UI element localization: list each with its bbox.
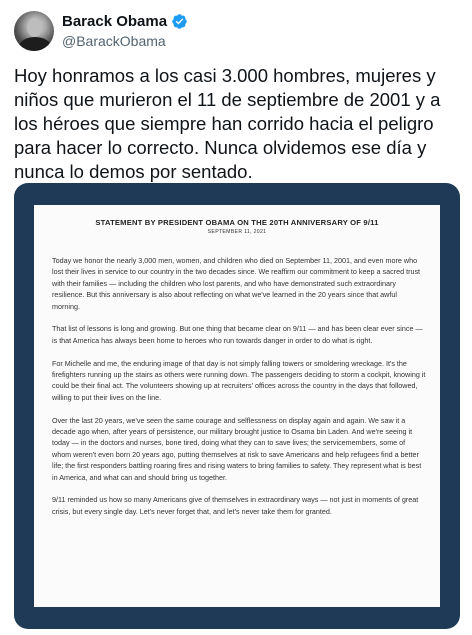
statement-paragraph: For Michelle and me, the enduring image of that day is not simply falling towers or smoldering wreckage. It's the firefighters running up the stairs as others were running down. The passengers deciding to storm a cockpit, knowing it could be their final act. The volunteers showing up at recruiters' offices across the country in the days that followed, willing to put their lives on the line. (52, 358, 426, 402)
statement-paragraph: That list of lessons is long and growing. But one thing that became clear on 9/11 — and has been clear ever since — is that America has always been home to heroes who run towards danger in order to do what is right. (52, 324, 423, 345)
tweet-media-image[interactable] (14, 183, 460, 629)
author-handle[interactable]: @BarackObama (62, 33, 166, 49)
tweet-text: Hoy honramos a los casi 3.000 hombres, mujeres y niños que murieron el 11 de septiembre de 2001 y a los héroes que siempre han corrido hacia el peligro para hacer lo correcto. Nunca olvidemos ese día y nunca lo demos por sentado. (14, 65, 441, 182)
tweet-header (14, 11, 458, 55)
avatar[interactable] (14, 11, 54, 51)
verified-badge-icon (171, 13, 188, 30)
statement-paragraph: 9/11 reminded us how so many Americans give of themselves in extraordinary ways — not just in moments of great crisis, but every single day. Let's never forget that, and let's never take them for granted. (52, 495, 419, 516)
statement-document (34, 205, 440, 607)
statement-paragraph: Today we honor the nearly 3,000 men, women, and children who died on September 11, 2001, and even more who lost their lives in service to our country in the two decades since. We reaffirm our commitment to keep a sacred trust with their families — including the children who lost parents, and who have demonstrated such extraordinary resilience. But this anniversary is also about reflecting on what we've learned in the 20 years since that awful morning. (52, 256, 421, 311)
statement-date: SEPTEMBER 11, 2021 (207, 229, 267, 235)
statement-paragraph: Over the last 20 years, we've seen the same courage and selflessness on display again and again. We saw it a decade ago when, after years of persistence, our military brought justice to Osama bin Laden. And we're seeing it today — in the doctors and nurses, bone tired, doing what they can to save lives; the servicemembers, some of whom weren't even born 20 years ago, putting themselves at risk to save Americans and help refugees find a better life; the first responders battling roaring fires and rising waters to bring families to safety. They represent what is best in America, and what can and should bring us together. (52, 415, 422, 482)
author-name[interactable]: Barack Obama (62, 13, 168, 30)
statement-body (52, 255, 426, 529)
name-row (62, 13, 188, 30)
avatar-shoulders (19, 37, 51, 51)
statement-title: STATEMENT BY PRESIDENT OBAMA ON THE 20TH ANNIVERSARY OF 9/11 (95, 218, 379, 227)
avatar-face (27, 18, 42, 37)
